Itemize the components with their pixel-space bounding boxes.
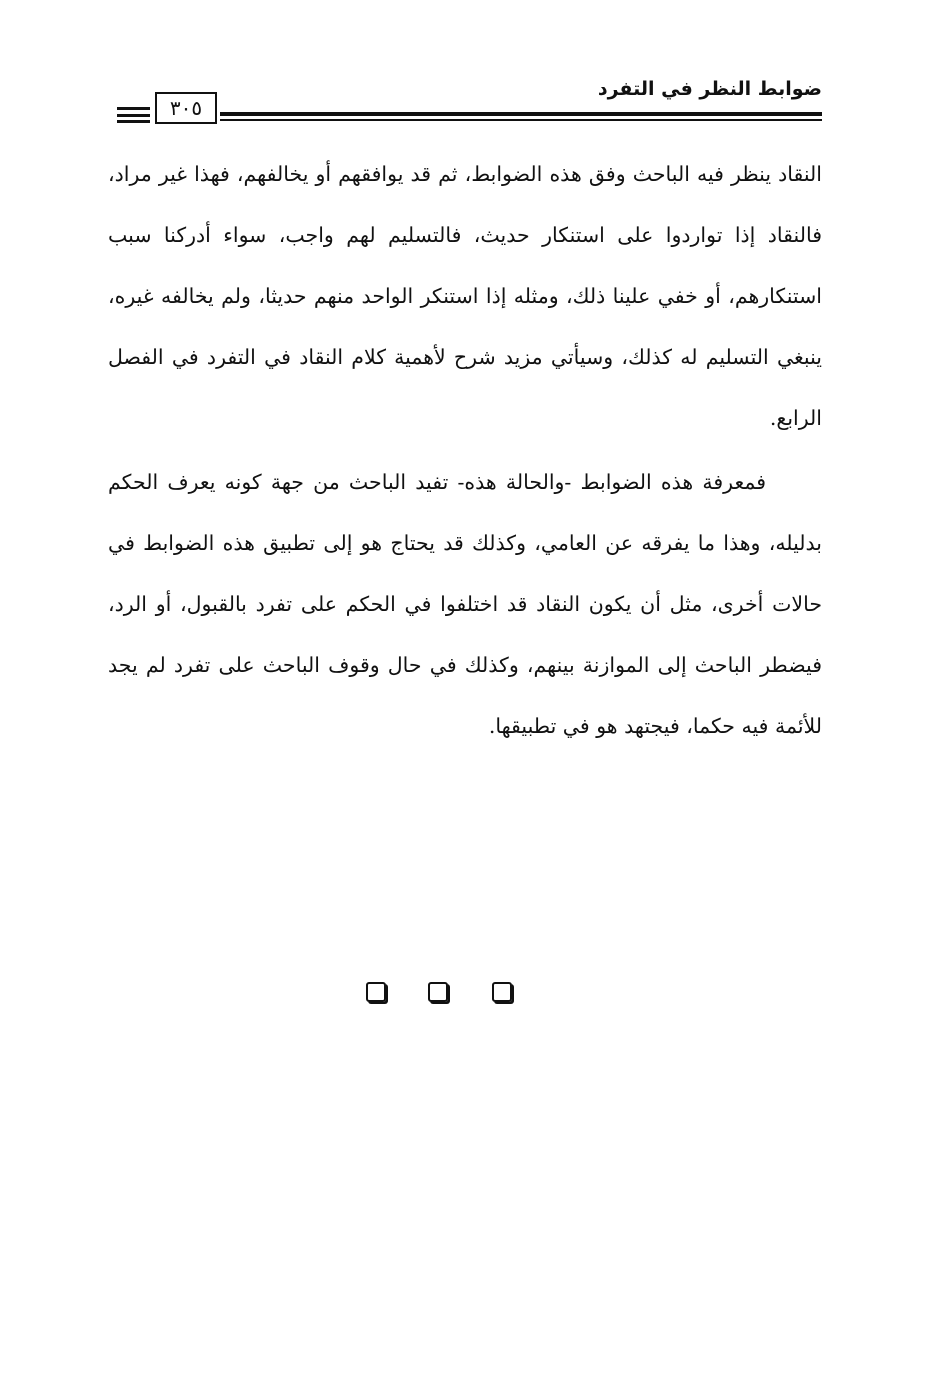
header-mark-line [117, 114, 150, 117]
paragraph-2-text: فمعرفة هذه الضوابط -والحالة هذه- تفيد الباحث من جهة كونه يعرف الحكم بدليله، وهذا ما يفرقه عن العامي، وكذلك قد يحتاج هو إلى تطبيق هذه الضوابط في حالات أخرى، مثل أن يكون النقاد قد اختلفوا في الحكم على تفرد بالقبول، أو الرد، فيضطر الباحث إلى الموازنة بينهم، وكذلك في حال وقوف الباحث على تفرد لم يجد للأئمة فيه حكما، فيجتهد هو في تطبيقها. [108, 470, 822, 738]
paragraph-1 [108, 144, 822, 449]
paragraph-1-text: النقاد ينظر فيه الباحث وفق هذه الضوابط، ثم قد يوافقهم أو يخالفهم، فهذا غير مراد، فالنقاد إذا تواردوا على استنكار حديث، فالتسليم لهم واجب، سواء أدركنا سبب استنكارهم، أو خفي علينا ذلك، ومثله إذا استنكر الواحد منهم حديثا، ولم يخالفه غيره، ينبغي التسليم له كذلك، وسيأتي مزيد شرح لأهمية كلام النقاد في التفرد في الفصل الرابع. [108, 162, 822, 430]
header-rule-thin [220, 119, 822, 121]
square-icon [492, 982, 512, 1002]
running-title: ضوابط النظر في التفرد [597, 78, 822, 100]
header-mark-line [117, 107, 150, 110]
square-icon [366, 982, 386, 1002]
header-mark-line [117, 120, 150, 123]
square-icon [428, 982, 448, 1002]
page-number: ٣٠٥ [155, 92, 217, 124]
header-rule-thick [220, 112, 822, 116]
paragraph-2 [108, 452, 822, 757]
section-end-ornament [366, 982, 516, 1008]
